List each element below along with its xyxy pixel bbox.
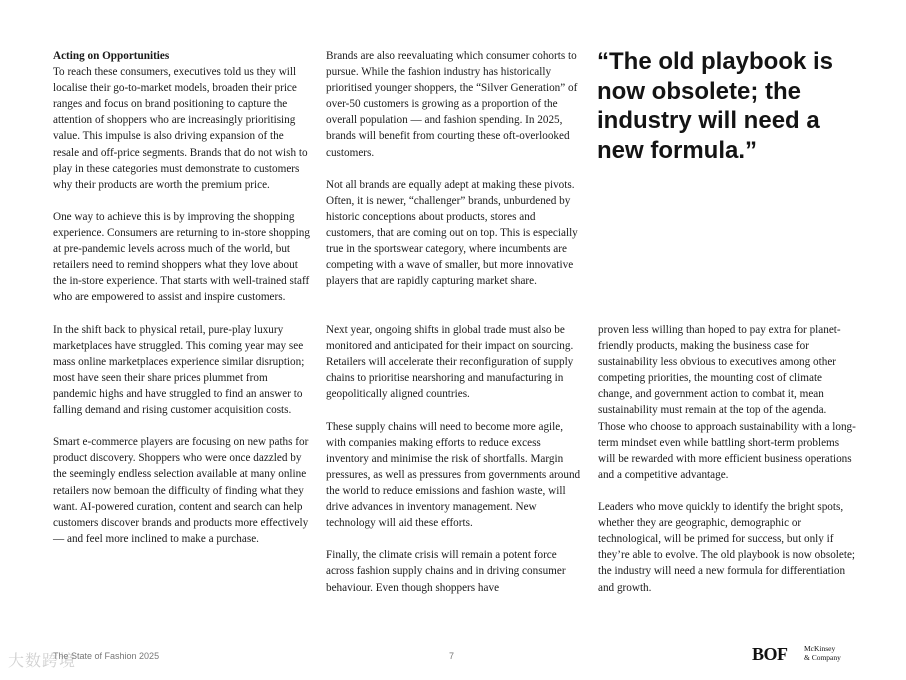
text-column-middle-top [326,48,584,306]
page-number: 7 [449,651,455,661]
text-column-middle-bottom [326,322,584,612]
body-paragraph: In the shift back to physical retail, pure-play luxury marketplaces have struggled. This coming year may see mass online marketplaces experience similar disruption; most have seen their share prices plummet from pandemic highs and have struggled to find an answer to falling demand and rising customer acquisition costs. [53,323,305,417]
mckinsey-logo-line1: McKinsey [804,644,836,653]
report-title: The State of Fashion 2025 [53,651,160,661]
text-column-left [53,48,311,563]
mckinsey-logo-line2: & Company [804,652,841,662]
pull-quote: “The old playbook is now obsolete; the industry will need a new formula.” [597,48,834,164]
section-heading: Acting on Opportunities [53,50,170,62]
body-paragraph: Leaders who move quickly to identify the bright spots, whether they are geographic, demographic or technological, will be primed for success, but only if they’re able to evolve. The old playbook is now obsolete; the industry will need a new formula for differentiation and growth. [598,501,856,594]
text-column-right-bottom [598,322,856,612]
body-paragraph: One way to achieve this is by improving the shopping experience. Consumers are returning to in-store shopping at pre-pandemic levels across much of the world, but retailers need to remind shoppers what they love about the in-store experience. That starts with well-trained staff who are empowered to assist and inspire customers. [53,210,310,304]
body-paragraph: Brands are also reevaluating which consumer cohorts to pursue. While the fashion industry has historically prioritised younger shoppers, the “Silver Generation” of over-50 customers is growing as a proportion of the overall population — and fashion spending. In 2025, brands will benefit from courting these oft-overlooked customers. [326,50,578,159]
body-paragraph: To reach these consumers, executives told us they will localise their go-to-market models, broaden their price ranges and focus on brand positioning to capture the attention of shoppers who are increasingly prioritising value. This impulse is also driving expansion of the resale and off-price segments. Brands that do not wish to play in these categories must demonstrate to customers why their products are worth the premium price. [53,66,308,191]
watermark: 大数跨境 [8,651,77,670]
bof-logo: BOF [752,644,788,664]
mckinsey-logo [804,645,841,662]
body-paragraph: These supply chains will need to become more agile, with companies making efforts to reduce excess inventory and minimise the risk of shortfalls. Margin pressures, as well as pressures from governments around the world to reduce emissions and fashion waste, will drive advances in inventory management. New technology will aid these efforts. [326,420,581,530]
body-paragraph: Not all brands are equally adept at making these pivots. Often, it is newer, “challenger” brands, unburdened by historic conceptions about products, stores and customers, that are coming out on top. This is especially true in the sportswear category, where incumbents are competing with a wave of smaller, but more innovative players that are rapidly capturing market share. [326,178,578,288]
body-paragraph: Smart e-commerce players are focusing on new paths for product discovery. Shoppers who were once dazzled by the seemingly endless selection available at many online retailers now bemoan the difficulty of finding what they want. AI-powered curation, content and search can help customers discover brands and products more effectively — and feel more inclined to make a purchase. [53,436,309,545]
body-paragraph: Next year, ongoing shifts in global trade must also be monitored and anticipated for their impact on sourcing. Retailers will accelerate their reconfiguration of supply chains to prioritise nearshoring and manufacturing in geopolitically aligned countries. [326,324,574,401]
body-paragraph: proven less willing than hoped to pay extra for planet-friendly products, making the business case for sustainability less obvious to executives among other competing priorities, the mounting cost of climate change, and government action to combat it, mean sustainability must remain at the top of the agenda. Those who choose to approach sustainability with a long-term mindset even while battling short-term problems will be rewarded with more efficient business operations and a competitive advantage. [598,324,856,481]
body-paragraph: Finally, the climate crisis will remain a potent force across fashion supply chains and in driving consumer behaviour. Even though shoppers have [326,549,566,594]
